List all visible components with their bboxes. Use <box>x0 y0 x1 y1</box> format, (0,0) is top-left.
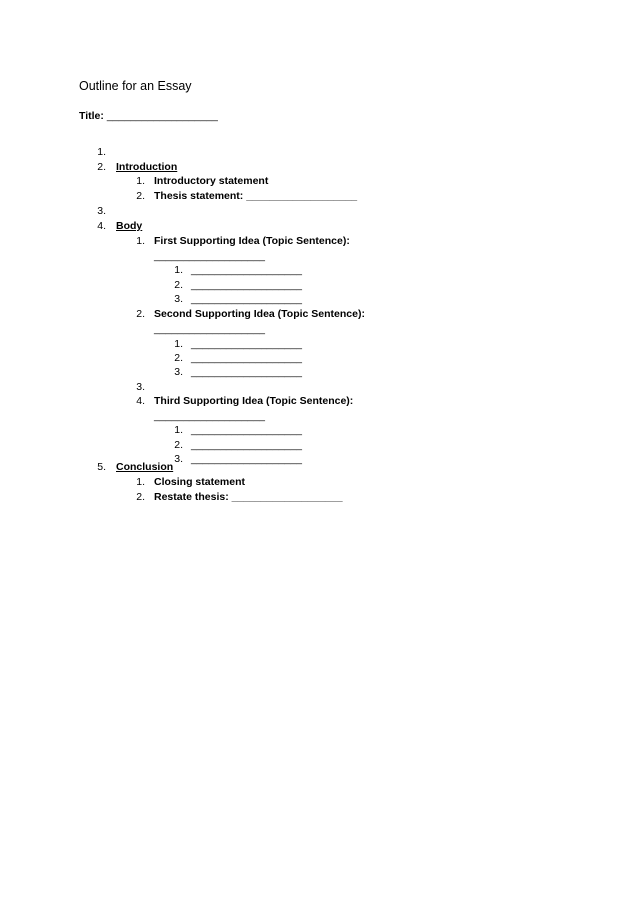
list-number: 1. <box>174 424 183 436</box>
blank-line-text: ___________________ <box>191 424 302 436</box>
list-item-text: First Supporting Idea (Topic Sentence): <box>154 235 350 247</box>
list-number: 3. <box>97 205 106 217</box>
list-number: 3. <box>136 381 145 393</box>
section-heading-body: Body <box>116 220 143 232</box>
list-item-text: Restate thesis: ___________________ <box>154 491 343 503</box>
blank-line-text: ___________________ <box>154 410 265 422</box>
list-number: 2. <box>136 190 145 202</box>
list-number: 2. <box>97 161 106 173</box>
section-heading-introduction: Introduction <box>116 161 178 173</box>
list-number: 1. <box>97 146 106 158</box>
list-item-text: Introductory statement <box>154 175 269 187</box>
list-number: 4. <box>97 220 106 232</box>
blank-line-text: ___________________ <box>191 338 302 350</box>
list-number: 1. <box>136 235 145 247</box>
list-number: 5. <box>97 461 106 473</box>
blank-line-text: ___________________ <box>191 439 302 451</box>
list-item-text: Second Supporting Idea (Topic Sentence): <box>154 308 365 320</box>
list-number: 2. <box>174 279 183 291</box>
list-number: 4. <box>136 395 145 407</box>
blank-line-text: ___________________ <box>191 453 302 465</box>
title-blank: ___________________ <box>106 110 218 122</box>
blank-line-text: ___________________ <box>191 279 302 291</box>
list-number: 1. <box>174 264 183 276</box>
list-number: 3. <box>174 293 183 305</box>
list-number: 3. <box>174 453 183 465</box>
title-label: Title: <box>79 110 104 122</box>
list-number: 2. <box>136 308 145 320</box>
list-item-text: Closing statement <box>154 476 246 488</box>
list-number: 1. <box>136 476 145 488</box>
list-item-text: Third Supporting Idea (Topic Sentence): <box>154 395 354 407</box>
blank-line-text: ___________________ <box>191 264 302 276</box>
blank-line-text: ___________________ <box>154 250 265 262</box>
blank-line-text: ___________________ <box>191 293 302 305</box>
title-field <box>79 110 218 122</box>
list-item-text: Thesis statement: ___________________ <box>154 190 358 202</box>
list-number: 2. <box>174 439 183 451</box>
blank-line-text: ___________________ <box>191 352 302 364</box>
document-heading: Outline for an Essay <box>79 79 192 93</box>
blank-line-text: ___________________ <box>154 323 265 335</box>
list-number: 2. <box>136 491 145 503</box>
list-number: 2. <box>174 352 183 364</box>
list-number: 3. <box>174 366 183 378</box>
section-heading-conclusion: Conclusion <box>116 461 174 473</box>
blank-line-text: ___________________ <box>191 366 302 378</box>
list-number: 1. <box>174 338 183 350</box>
list-number: 1. <box>136 175 145 187</box>
